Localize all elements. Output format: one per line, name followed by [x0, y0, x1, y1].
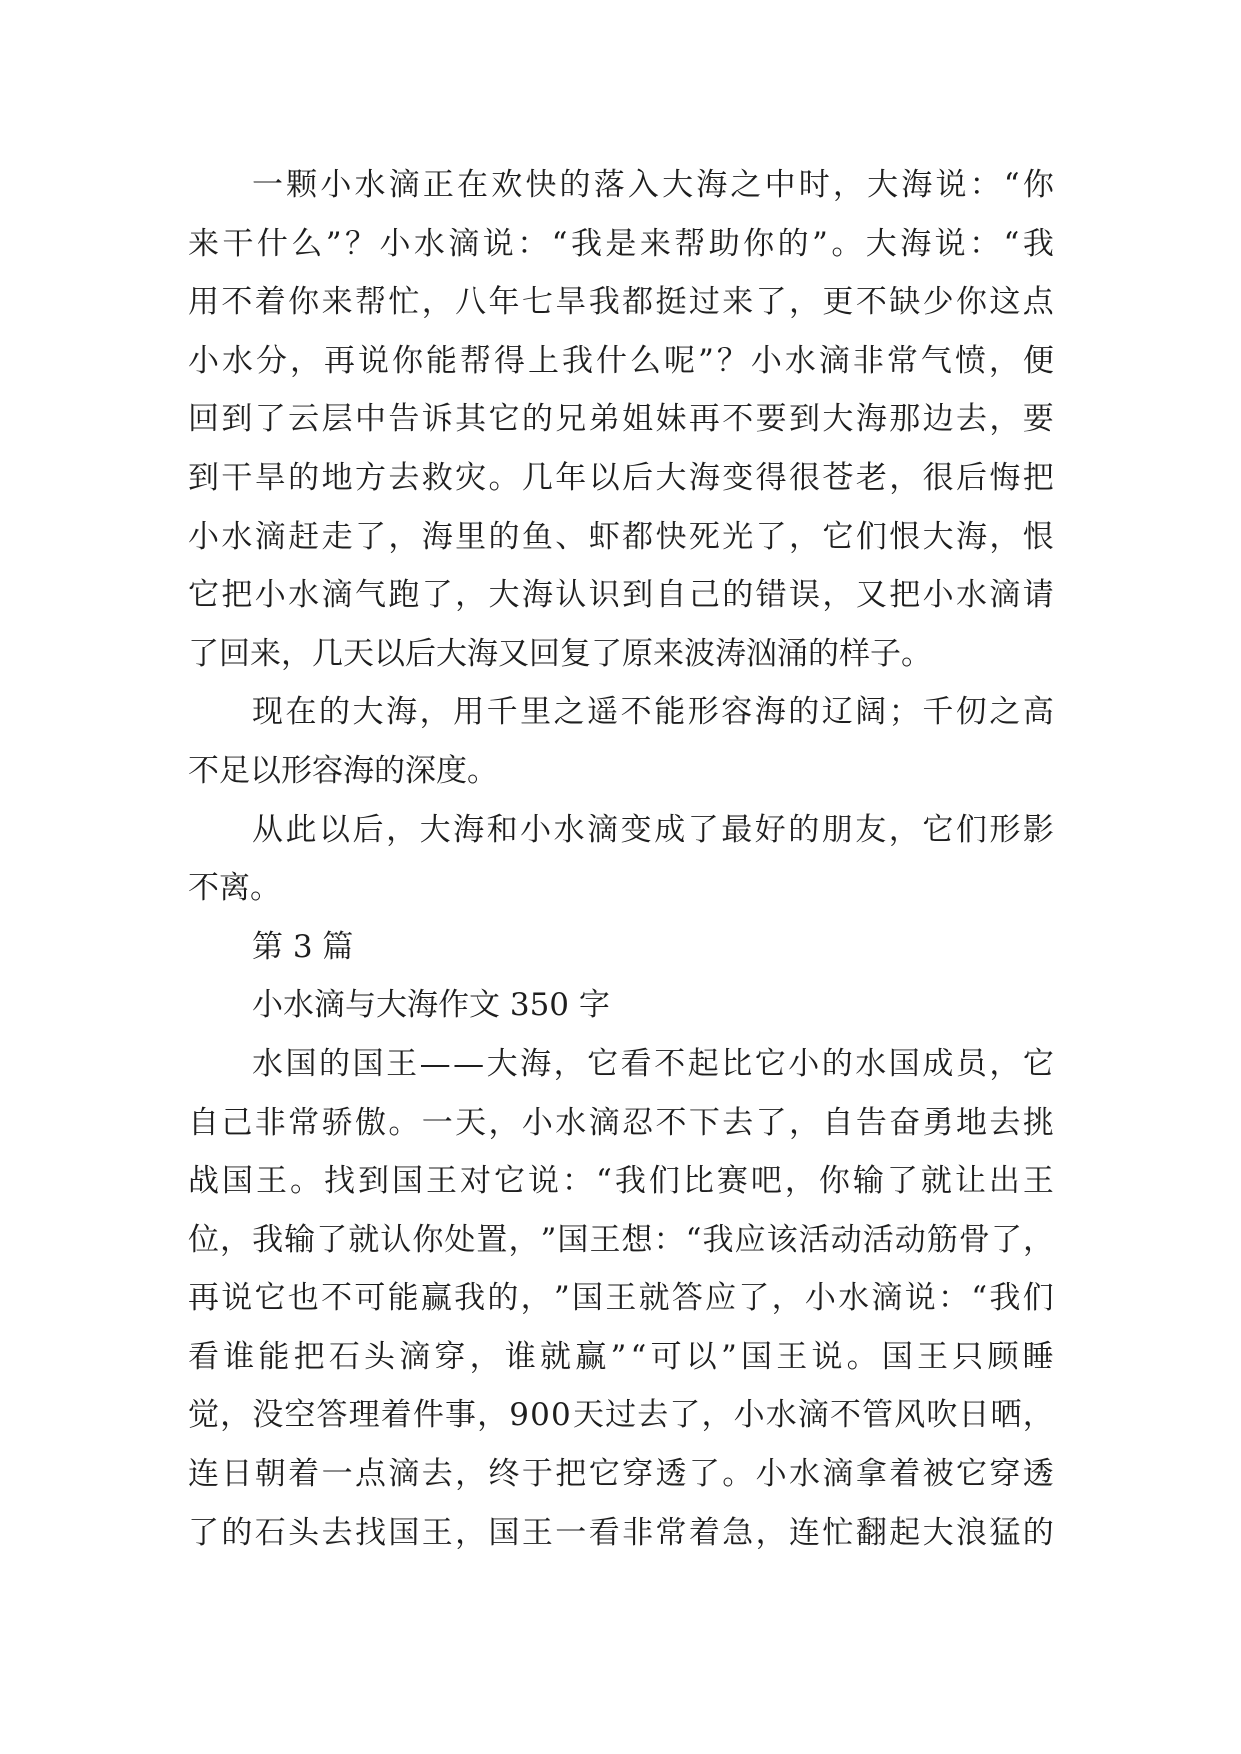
text-line: 觉 ， 没 空 答 理 着 件 事 ， 9 0 0 天 过 去 了 ， 小 水 滴 不 管 风 吹 日 晒 ， — [188, 1397, 1054, 1434]
text-line: 了回来，几天以后大海又回复了原来波涛汹涌的样子。 — [188, 635, 932, 672]
text-line: 战 国 王 。 找 到 国 王 对 它 说 ： “ 我 们 比 赛 吧 ， 你 输 了 就 让 出 王 — [188, 1163, 1054, 1200]
text-line: 水 国 的 国 王 — — 大 海 ， 它 看 不 起 比 它 小 的 水 国 成 员 ， 它 — [252, 1045, 1054, 1082]
text-line: 用 不 着 你 来 帮 忙 ， 八 年 七 旱 我 都 挺 过 来 了 ， 更 不 缺 少 你 这 点 — [188, 284, 1054, 321]
text-line: 一 颗 小 水 滴 正 在 欢 快 的 落 入 大 海 之 中 时 ， 大 海 说 ： “ 你 — [252, 167, 1054, 203]
text-line: 回 到 了 云 层 中 告 诉 其 它 的 兄 弟 姐 妹 再 不 要 到 大 海 那 边 去 ， 要 — [188, 401, 1054, 438]
document-body — [188, 156, 1054, 1562]
text-line: 连 日 朝 着 一 点 滴 去 ， 终 于 把 它 穿 透 了 。 小 水 滴 拿 着 被 它 穿 透 — [188, 1456, 1054, 1493]
text-line: 第 3 篇 — [252, 928, 354, 965]
text-line: 自 己 非 常 骄 傲 。 一 天 ， 小 水 滴 忍 不 下 去 了 ， 自 告 奋 勇 地 去 挑 — [188, 1104, 1054, 1141]
text-line: 再 说 它 也 不 可 能 赢 我 的 ， ” 国 王 就 答 应 了 ， 小 水 滴 说 ： “ 我 们 — [188, 1280, 1054, 1317]
text-line: 看 谁 能 把 石 头 滴 穿 ， 谁 就 赢 ” “ 可 以 ” 国 王 说 。 国 王 只 顾 睡 — [188, 1338, 1054, 1375]
text-line: 小 水 滴 赶 走 了 ， 海 里 的 鱼 、 虾 都 快 死 光 了 ， 它 们 恨 大 海 ， 恨 — [188, 518, 1054, 555]
text-line: 小水滴与大海作文 350 字 — [252, 987, 610, 1024]
text-line: 小 水 分 ， 再 说 你 能 帮 得 上 我 什 么 呢 ” ？ 小 水 滴 非 常 气 愤 ， 便 — [188, 342, 1054, 379]
text-line: 它 把 小 水 滴 气 跑 了 ， 大 海 认 识 到 自 己 的 错 误 ， 又 把 小 水 滴 请 — [188, 577, 1054, 614]
text-line: 来 干 什 么 ” ？ 小 水 滴 说 ： “ 我 是 来 帮 助 你 的 ” 。 大 海 说 ： “ 我 — [188, 225, 1054, 262]
text-line: 从 此 以 后 ， 大 海 和 小 水 滴 变 成 了 最 好 的 朋 友 ， 它 们 形 影 — [252, 811, 1054, 848]
text-line: 了 的 石 头 去 找 国 王 ， 国 王 一 看 非 常 着 急 ， 连 忙 翻 起 大 浪 猛 的 — [188, 1514, 1054, 1551]
text-line: 现 在 的 大 海 ， 用 千 里 之 遥 不 能 形 容 海 的 辽 阔 ； 千 仞 之 高 — [252, 694, 1054, 731]
text-line: 到 干 旱 的 地 方 去 救 灾 。 几 年 以 后 大 海 变 得 很 苍 老 ， 很 后 悔 把 — [188, 459, 1054, 496]
text-line: 不离。 — [188, 870, 281, 907]
text-line: 不足以形容海的深度。 — [188, 752, 498, 789]
text-line: 位 ， 我 输 了 就 认 你 处 置 ， ” 国 王 想 ： “ 我 应 该 活 动 活 动 筋 骨 了 ， — [188, 1221, 1054, 1258]
